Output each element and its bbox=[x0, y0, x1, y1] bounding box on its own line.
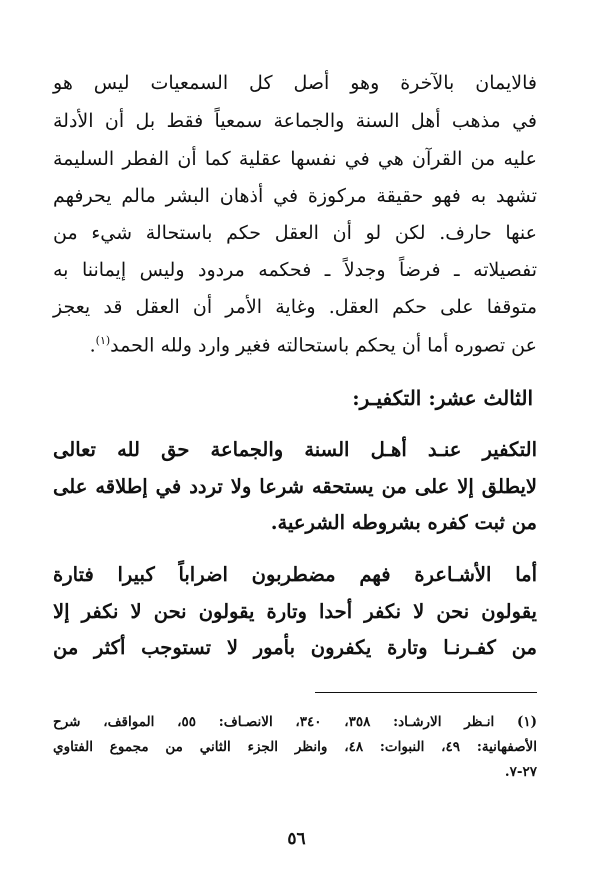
paragraph-1-line-8 bbox=[53, 335, 537, 355]
section-heading: الثالث عشر: التكفيـر: bbox=[352, 386, 533, 410]
paragraph-3-line-3: من كفـرنـا وتارة يكفرون بأمور لا تستوجب أكثر من bbox=[53, 636, 537, 659]
footnote-marker: (١) bbox=[95, 334, 111, 347]
paragraph-2-line-2: لايطلق إلا على من يستحقه شرعا ولا تردد في إطلاقه على bbox=[53, 475, 537, 498]
paragraph-1-line-2: في مذهب أهل السنة والجماعة سمعياً فقط بل أن الأدلة bbox=[53, 110, 537, 132]
page-number: ٥٦ bbox=[287, 829, 306, 849]
paragraph-1-line-8-text: عن تصوره أما أن يحكم باستحالته فغير وارد ولله الحمد bbox=[110, 334, 537, 357]
paragraph-3-line-2: يقولون نحن لا نكفر أحدا وتارة يقولون نحن لا نكفر إلا bbox=[53, 600, 537, 623]
paragraph-1-line-6: تفصيلاته ـ فرضاً وجدلاً ـ فحكمه مردود وليس إيماننا به bbox=[53, 259, 537, 281]
paragraph-1-line-3: عليه من القرآن هي في نفسها عقلية كما أن الفطر السليمة bbox=[53, 148, 537, 170]
footnote-separator bbox=[315, 692, 537, 693]
paragraph-2-line-1: التكفير عنـد أهـل السنة والجماعة حق لله تعالى bbox=[53, 438, 537, 461]
paragraph-1-line-7: متوقفا على حكم العقل. وغاية الأمر أن العقل قد يعجز bbox=[53, 296, 537, 318]
footnote-line-1: (١) انـظر الارشـاد: ٣٥٨، ٣٤٠، الانصـاف: ٥٥، المواقف، شرح bbox=[53, 714, 537, 730]
paragraph-1-line-1: فالايمان بالآخرة وهو أصل كل السمعيات ليس هو bbox=[53, 72, 537, 94]
footnote-line-2: الأصفهانية: ٤٩، النبوات: ٤٨، وانظر الجزء الثاني من مجموع الفتاوي bbox=[53, 739, 538, 755]
paragraph-1-end-punct: . bbox=[89, 334, 96, 357]
paragraph-3-line-1: أما الأشـاعرة فهم مضطربون اضراباً كبيرا فتارة bbox=[53, 563, 537, 586]
paragraph-1-line-5: عنها حارف. لكن لو أن العقل حكم باستحالة شيء من bbox=[53, 222, 537, 244]
paragraph-2-line-3: من ثبت كفره بشروطه الشرعية. bbox=[270, 511, 537, 534]
footnote-line-3: ٢٧-٧. bbox=[504, 764, 537, 780]
paragraph-1-line-4: تشهد به فهو حقيقة مركوزة في أذهان البشر مالم يحرفهم bbox=[53, 185, 537, 207]
